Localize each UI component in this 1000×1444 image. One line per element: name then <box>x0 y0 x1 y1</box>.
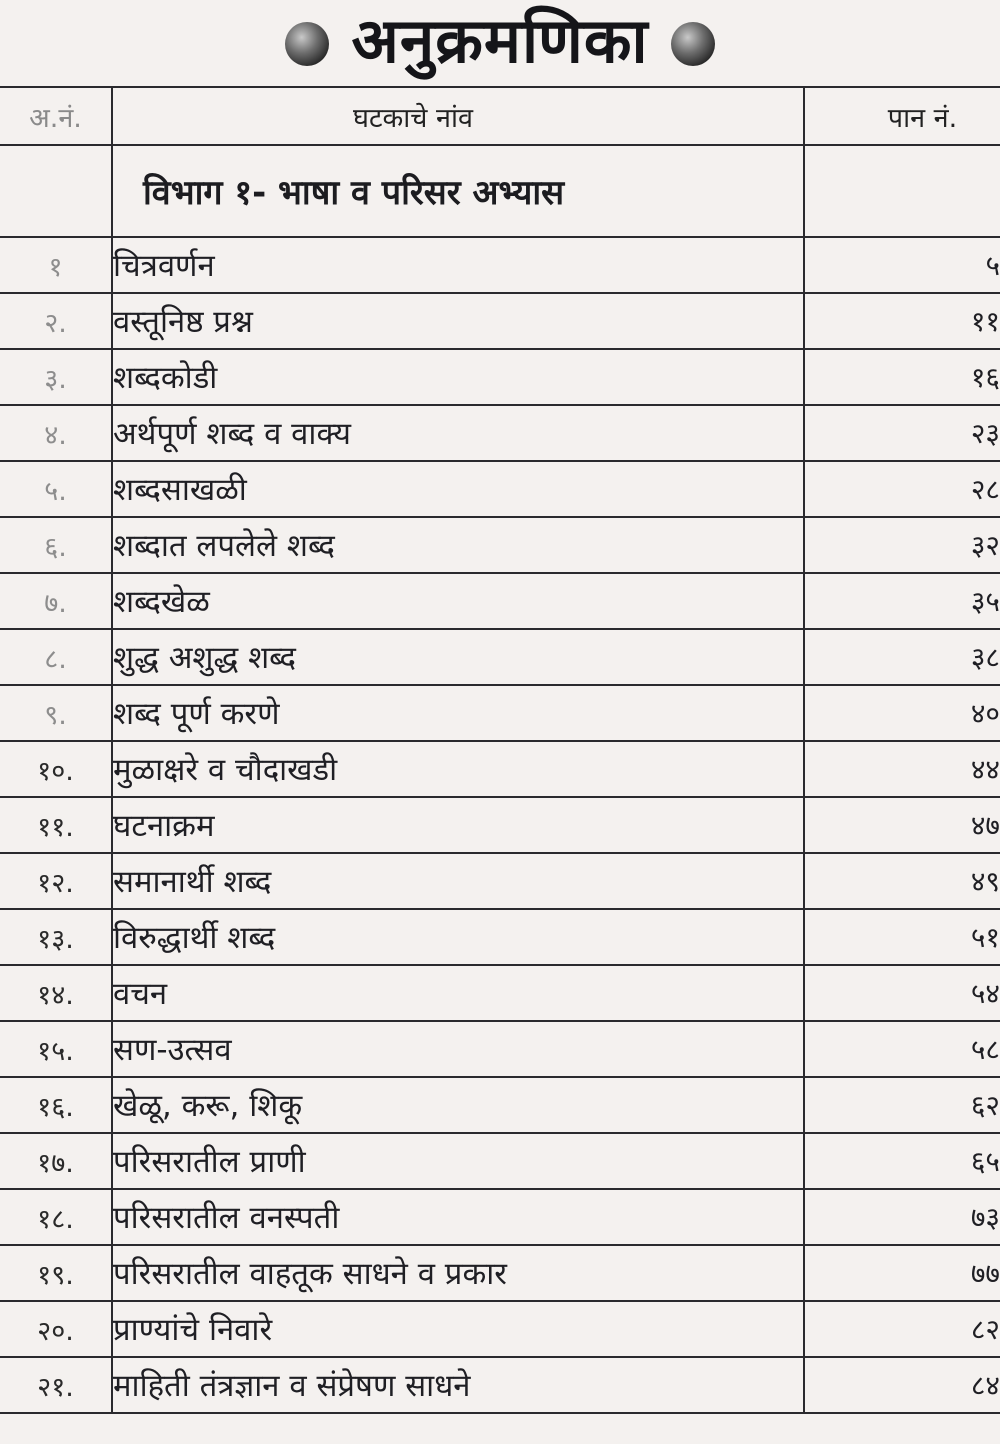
right-bullet-icon <box>671 22 715 66</box>
item-page-number: ६२ <box>804 1077 1000 1133</box>
item-page-number: ७३ <box>804 1189 1000 1245</box>
table-row <box>0 629 1000 685</box>
table-row <box>0 461 1000 517</box>
table-row <box>0 909 1000 965</box>
column-header-name: घटकाचे नांव <box>112 87 804 145</box>
item-name: सण-उत्सव <box>112 1021 804 1077</box>
item-number: १ <box>0 237 112 293</box>
item-number: १८. <box>0 1189 112 1245</box>
item-page-number: १६ <box>804 349 1000 405</box>
page-title: अनुक्रमणिका <box>351 4 649 77</box>
item-page-number: ३२ <box>804 517 1000 573</box>
table-row <box>0 1189 1000 1245</box>
item-page-number: ३८ <box>804 629 1000 685</box>
table-row <box>0 237 1000 293</box>
item-number: ५. <box>0 461 112 517</box>
item-name: शब्दखेळ <box>112 573 804 629</box>
item-name: शुद्ध अशुद्ध शब्द <box>112 629 804 685</box>
column-header-page: पान नं. <box>804 87 1000 145</box>
item-page-number: ४० <box>804 685 1000 741</box>
item-name: विरुद्धार्थी शब्द <box>112 909 804 965</box>
item-number: १५. <box>0 1021 112 1077</box>
item-name: चित्रवर्णन <box>112 237 804 293</box>
table-row <box>0 1301 1000 1357</box>
item-number: १४. <box>0 965 112 1021</box>
item-page-number: ११ <box>804 293 1000 349</box>
item-page-number: २३ <box>804 405 1000 461</box>
column-header-number: अ.नं. <box>0 87 112 145</box>
table-row <box>0 517 1000 573</box>
item-number: २. <box>0 293 112 349</box>
item-page-number: ६५ <box>804 1133 1000 1189</box>
item-name: घटनाक्रम <box>112 797 804 853</box>
item-number: १६. <box>0 1077 112 1133</box>
item-name: माहिती तंत्रज्ञान व संप्रेषण साधने <box>112 1357 804 1413</box>
item-page-number: ४७ <box>804 797 1000 853</box>
item-name: शब्द पूर्ण करणे <box>112 685 804 741</box>
item-number: ७. <box>0 573 112 629</box>
item-page-number: ८४ <box>804 1357 1000 1413</box>
item-number: २१. <box>0 1357 112 1413</box>
item-number: १३. <box>0 909 112 965</box>
item-name: शब्दात लपलेले शब्द <box>112 517 804 573</box>
item-name: वस्तूनिष्ठ प्रश्न <box>112 293 804 349</box>
table-row <box>0 741 1000 797</box>
item-number: १७. <box>0 1133 112 1189</box>
item-page-number: ५८ <box>804 1021 1000 1077</box>
section-number-cell <box>0 145 112 237</box>
item-name: वचन <box>112 965 804 1021</box>
table-row <box>0 1021 1000 1077</box>
item-page-number: ७७ <box>804 1245 1000 1301</box>
table-row <box>0 293 1000 349</box>
item-number: ६. <box>0 517 112 573</box>
item-name: शब्दसाखळी <box>112 461 804 517</box>
item-name: खेळू, करू, शिकू <box>112 1077 804 1133</box>
item-name: परिसरातील प्राणी <box>112 1133 804 1189</box>
item-page-number: ३५ <box>804 573 1000 629</box>
item-page-number: ५४ <box>804 965 1000 1021</box>
item-name: मुळाक्षरे व चौदाखडी <box>112 741 804 797</box>
table-row <box>0 1357 1000 1413</box>
table-row <box>0 1133 1000 1189</box>
item-page-number: २८ <box>804 461 1000 517</box>
table-row <box>0 1245 1000 1301</box>
table-row <box>0 685 1000 741</box>
item-number: ९. <box>0 685 112 741</box>
item-number: १०. <box>0 741 112 797</box>
table-row <box>0 573 1000 629</box>
section-row <box>0 145 1000 237</box>
item-page-number: ४४ <box>804 741 1000 797</box>
section-title: विभाग १- भाषा व परिसर अभ्यास <box>112 145 804 237</box>
table-row <box>0 965 1000 1021</box>
item-page-number: ५१ <box>804 909 1000 965</box>
item-number: १२. <box>0 853 112 909</box>
section-page-cell <box>804 145 1000 237</box>
item-name: समानार्थी शब्द <box>112 853 804 909</box>
table-row <box>0 1077 1000 1133</box>
item-number: ११. <box>0 797 112 853</box>
item-name: प्राण्यांचे निवारे <box>112 1301 804 1357</box>
item-page-number: ५ <box>804 237 1000 293</box>
item-number: ४. <box>0 405 112 461</box>
table-row <box>0 405 1000 461</box>
item-number: ८. <box>0 629 112 685</box>
table-row <box>0 797 1000 853</box>
header-row <box>0 87 1000 145</box>
item-page-number: ४९ <box>804 853 1000 909</box>
index-table <box>0 86 1000 1414</box>
item-page-number: ८२ <box>804 1301 1000 1357</box>
item-number: ३. <box>0 349 112 405</box>
item-name: अर्थपूर्ण शब्द व वाक्य <box>112 405 804 461</box>
item-name: परिसरातील वनस्पती <box>112 1189 804 1245</box>
table-row <box>0 853 1000 909</box>
item-name: परिसरातील वाहतूक साधने व प्रकार <box>112 1245 804 1301</box>
left-bullet-icon <box>285 22 329 66</box>
table-row <box>0 349 1000 405</box>
item-number: १९. <box>0 1245 112 1301</box>
item-number: २०. <box>0 1301 112 1357</box>
page-header <box>0 0 1000 88</box>
item-name: शब्दकोडी <box>112 349 804 405</box>
